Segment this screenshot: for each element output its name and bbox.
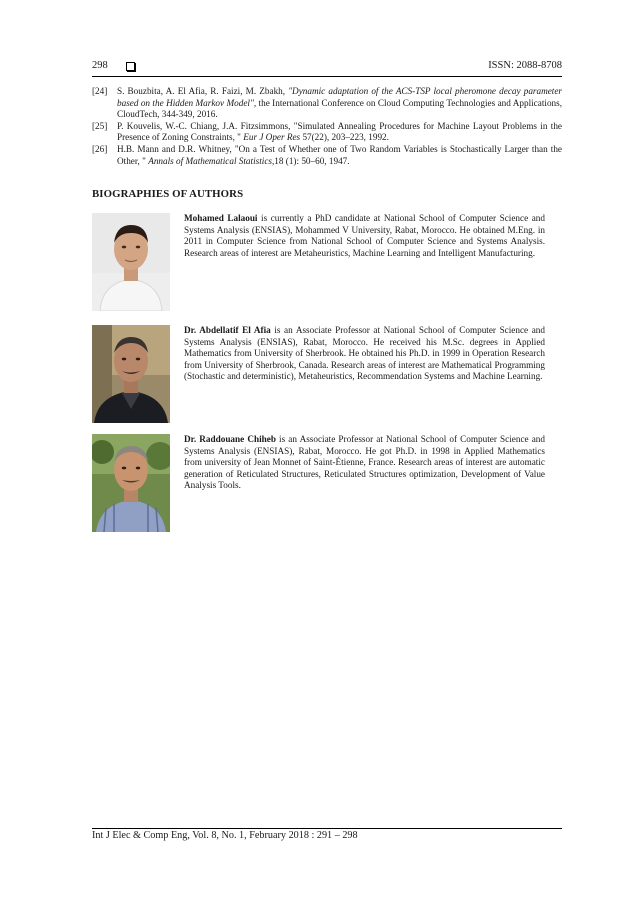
reference-item [92, 121, 562, 144]
author-name: Dr. Raddouane Chiheb [184, 434, 276, 444]
author-photo [92, 434, 170, 532]
author-name: Dr. Abdellatif El Afia [184, 325, 271, 335]
reference-journal: Eur J Oper Res [243, 132, 301, 143]
issn-label: ISSN: 2088-8708 [488, 60, 562, 71]
author-bio-text [184, 434, 545, 492]
portrait-image [92, 325, 170, 423]
page-number: 298 [92, 60, 108, 71]
author-photo [92, 213, 170, 311]
author-description: is an Associate Professor at National School of Computer Science and Systems Analysis (ENSIAS), Rabat, Morocco. He received his M.Sc. degrees in Applied Mathematics from University of Sherbrook. He obtained his Ph.D. in 1999 in Operation Research from University of Sherbrook, Canada. Research areas of interest are Mathematical Programming (Stochastic and deterministic), Metaheuristics, Recommendation Systems and Machine Learning. [184, 325, 545, 382]
reference-number: [26] [92, 143, 108, 154]
author-description: is an Associate Professor at National School of Computer Science and Systems Analysis (ENSIAS), Rabat, Morocco. He got Ph.D. in 1998 in Applied Mathematics from university of Jean Monnet of Saint-Étienne, France. Research areas of interest are automatic generation of Reticulated Structures, Reticulated Structures optimization, Development of Value Analysis Tools. [184, 434, 545, 491]
reference-title: "Dynamic adaptation of the ACS-TSP local pheromone decay parameter based on the Hidden Markov Model" [117, 86, 562, 108]
reference-details: ,18 (1): 50–60, 1947. [271, 155, 350, 166]
reference-number: [24] [92, 86, 108, 96]
reference-authors: H.B. Mann and D.R. Whitney, "On a Test of Whether one of Two Random Variables is Stochastically Larger than the Other, " [117, 143, 562, 166]
portrait-image [92, 213, 170, 311]
author-description: is currently a PhD candidate at National School of Computer Science and Systems Analysis (ENSIAS), Mohammed V University, Rabat, Morocco. He obtained M.Eng. in 2011 in Computer Science from National School of Computer Science and Systems Analysis. Research areas of interest are Metaheuristics, Machine Learning and Intelligent Manufacturing. [184, 213, 545, 258]
reference-details: , the International Conference on Cloud Computing Technologies and Applications, CloudTech, 344-349, 2016. [117, 97, 562, 120]
checkbox-square-icon [126, 62, 135, 71]
author-name: Mohamed Lalaoui [184, 213, 258, 223]
author-bio-text [184, 325, 545, 383]
reference-list [92, 86, 562, 167]
reference-item [92, 86, 562, 121]
page-footer [92, 828, 562, 841]
portrait-image [92, 434, 170, 532]
reference-authors: P. Kouvelis, W.-C. Chiang, J.A. Fitzsimmons, "Simulated Annealing Procedures for Machine Layout Problems in the Presence of Zoning Constraints, " [117, 120, 562, 143]
page-header [92, 60, 562, 77]
reference-details: 57(22), 203–223, 1992. [300, 132, 389, 143]
author-photo [92, 325, 170, 423]
author-bio-text [184, 213, 545, 259]
reference-authors: S. Bouzbita, A. El Afia, R. Faizi, M. Zbakh, [117, 86, 289, 96]
reference-item [92, 144, 562, 167]
section-heading: BIOGRAPHIES OF AUTHORS [92, 188, 244, 200]
reference-journal: Annals of Mathematical Statistics [148, 155, 272, 166]
journal-citation: Int J Elec & Comp Eng, Vol. 8, No. 1, February 2018 : 291 – 298 [92, 830, 358, 841]
reference-number: [25] [92, 120, 108, 131]
